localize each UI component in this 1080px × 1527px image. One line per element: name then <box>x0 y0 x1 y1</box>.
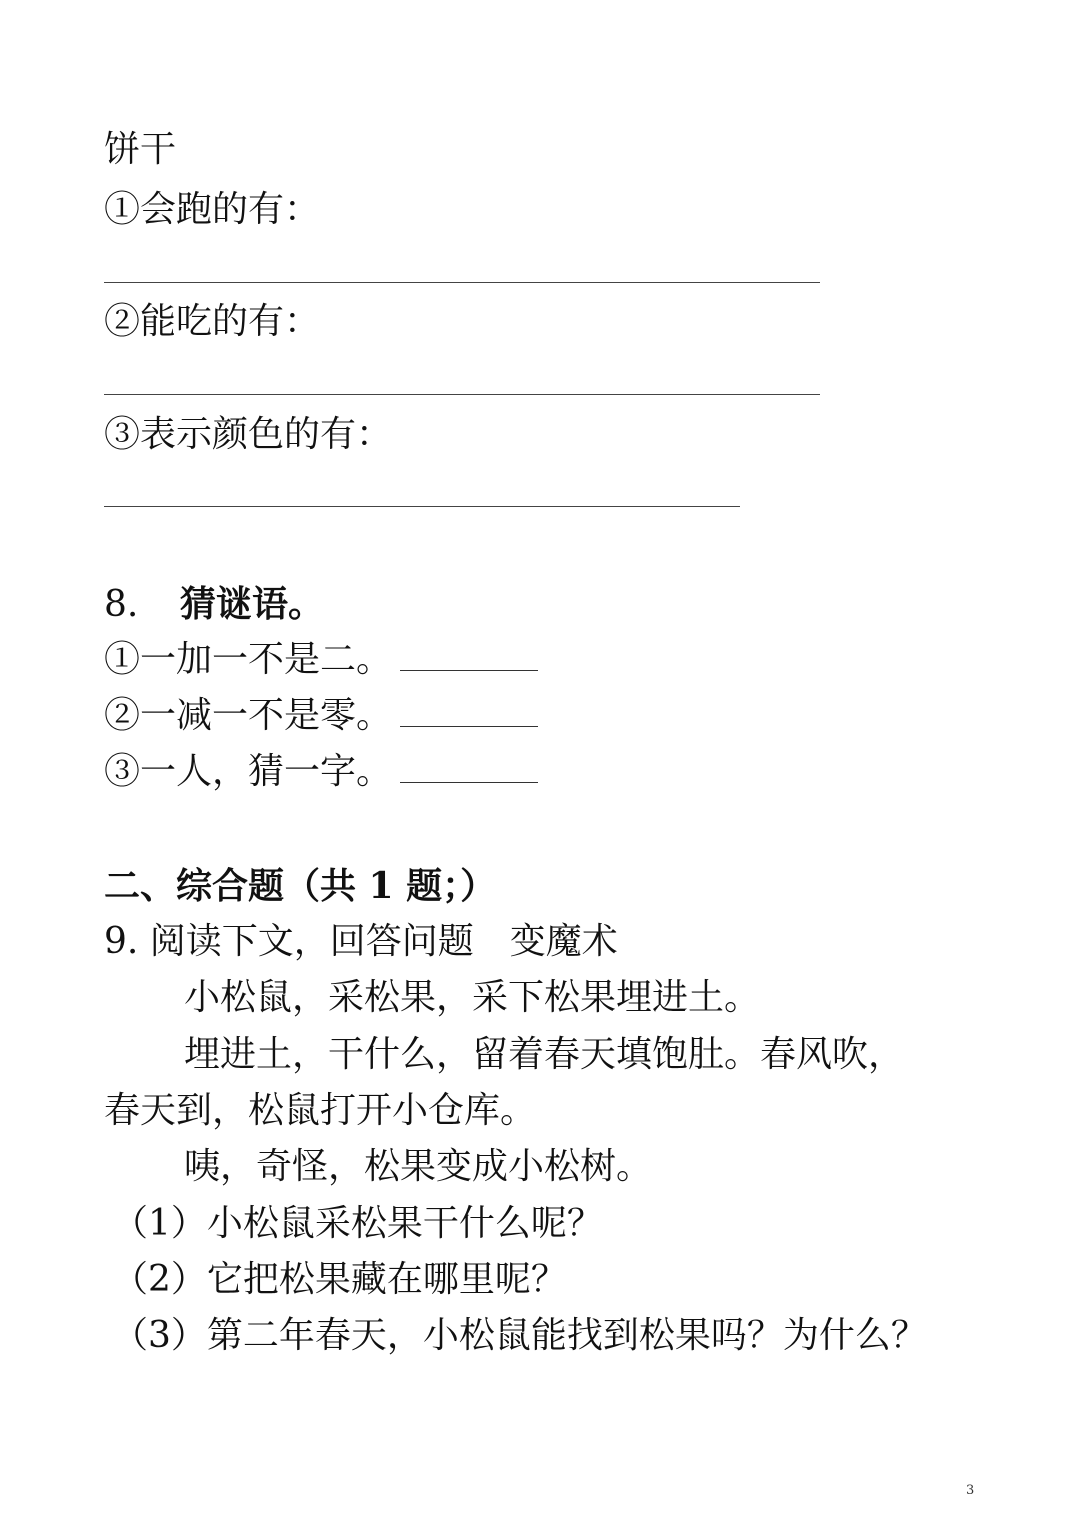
q9-question: （2）它把松果藏在哪里呢？ <box>112 1259 567 1300</box>
passage-line: 小松鼠，采松果，采下松果埋进土。 <box>184 977 761 1018</box>
q9-question: （1）小松鼠采松果干什么呢？ <box>112 1203 603 1244</box>
riddle-text: ②一减一不是零。 <box>104 695 393 736</box>
answer-line-color[interactable] <box>104 506 740 507</box>
riddle-answer-blank[interactable] <box>400 696 538 727</box>
q9-intro: 9. 阅读下文，回答问题 变魔术 <box>104 921 618 962</box>
riddle-item <box>104 692 538 740</box>
riddle-text: ①一加一不是二。 <box>104 639 393 680</box>
q9-question: （3）第二年春天，小松鼠能找到松果吗？为什么？ <box>112 1315 927 1356</box>
passage-line: 埋进土，干什么，留着春天填饱肚。春风吹， <box>184 1034 905 1075</box>
q8-heading <box>104 580 324 629</box>
riddle-item <box>104 636 538 684</box>
passage-line: 咦，奇怪，松果变成小松树。 <box>184 1146 653 1187</box>
answer-line-eat[interactable] <box>104 394 820 395</box>
classify-label-eat: ②能吃的有： <box>104 301 321 342</box>
page-number: 3 <box>966 1483 975 1498</box>
q8-title: 猜谜语。 <box>180 583 325 625</box>
riddle-item <box>104 748 538 796</box>
riddle-answer-blank[interactable] <box>400 752 538 783</box>
riddle-text: ③一人，猜一字。 <box>104 751 393 792</box>
section2-heading: 二、综合题（共 1 题；） <box>104 865 497 907</box>
q8-number: 8. <box>104 584 139 625</box>
passage-line: 春天到，松鼠打开小仓库。 <box>104 1090 537 1131</box>
answer-line-run[interactable] <box>104 282 820 283</box>
classify-label-run: ①会跑的有： <box>104 189 321 230</box>
riddle-answer-blank[interactable] <box>400 640 538 671</box>
classify-label-color: ③表示颜色的有： <box>104 414 393 455</box>
fragment-text: 饼干 <box>104 129 177 170</box>
